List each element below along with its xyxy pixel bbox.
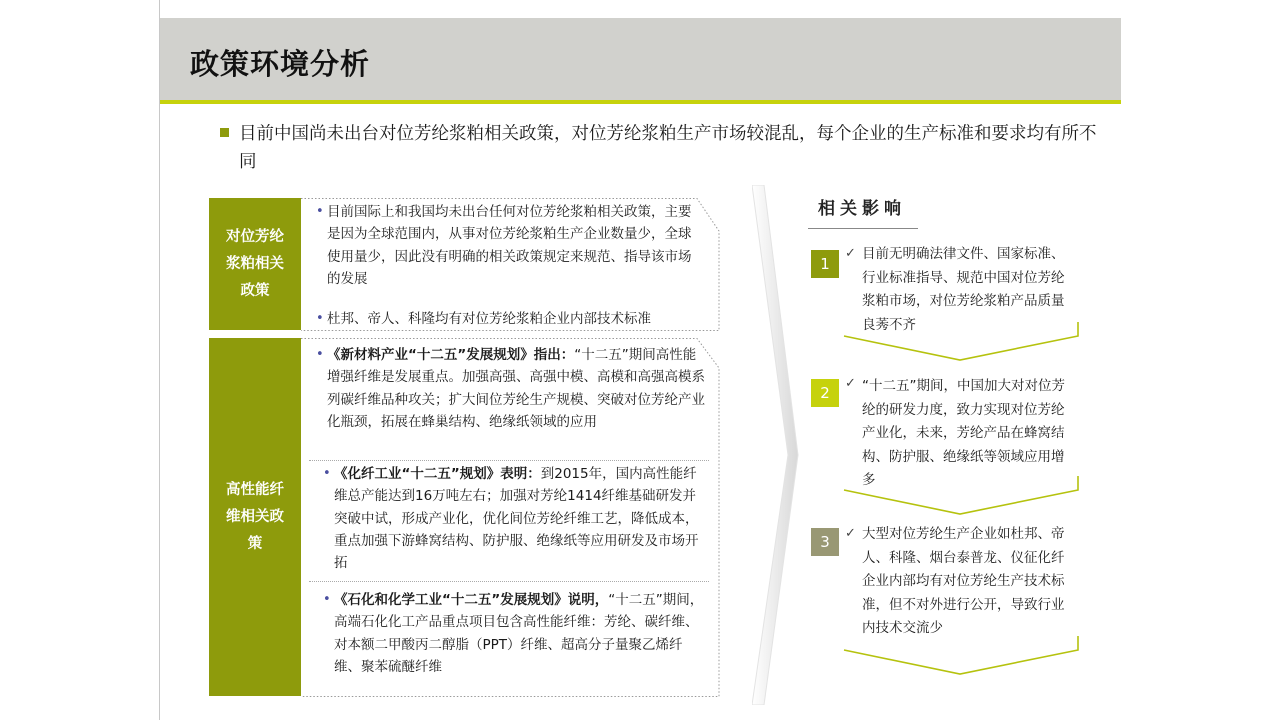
list-item: • 杜邦、帝人、科隆均有对位芳纶浆粕企业内部技术标准 <box>316 308 704 330</box>
bullet-icon: • <box>316 311 324 326</box>
bullet-icon: • <box>323 592 331 607</box>
policy-body: “十二五”期间，高端石化化工产品重点项目包含高性能纤维：芳纶、碳纤维、对本额二甲酸丙二醇脂（PPT）纤维、超高分子量聚乙烯纤维、聚苯硫醚纤维 <box>334 592 704 675</box>
impact-number-badge: 2 <box>811 379 839 407</box>
list-item <box>323 589 708 678</box>
list-item: • 目前国际上和我国均未出台任何对位芳纶浆粕相关政策，主要是因为全球范围内，从事对位芳纶浆粕生产企业数量少，全球使用量少，因此没有明确的相关政策规定来规范、指导该市场的发展 <box>316 201 704 290</box>
impact-text: 大型对位芳纶生产企业如杜邦、帝人、科隆、烟台泰普龙、仪征化纤企业内部均有对位芳纶生产技术标准，但不对外进行公开，导致行业内技术交流少 <box>862 526 1065 637</box>
chevron-down-icon <box>842 632 1082 678</box>
chevron-down-icon <box>842 472 1082 518</box>
bullet-icon: • <box>316 204 324 219</box>
section-label-fiber-policy: 高性能纤维相关政策 <box>209 338 301 696</box>
policy-heading: 《化纤工业“十二五”规划》表明： <box>334 466 541 482</box>
policy-body: 到2015年，国内高性能纤维总产能达到16万吨左右；加强对芳纶1414纤维基础研发并突破中试，形成产业化，优化间位芳纶纤维工艺，降低成本，重点加强下游蜂窝结构、防护服、绝缘纸等应用研发及市场开拓 <box>334 466 699 572</box>
check-icon: ✓ <box>845 376 856 391</box>
policy-heading: 《石化和化学工业“十二五”发展规划》说明， <box>334 592 609 608</box>
square-bullet-icon <box>220 128 229 137</box>
title-underline <box>160 100 1121 104</box>
check-icon: ✓ <box>845 526 856 541</box>
page-title: 政策环境分析 <box>190 47 371 81</box>
policy-body: “十二五”期间高性能增强纤维是发展重点。加强高强、高强中模、高模和高强高模系列碳纤维品种攻关；扩大间位芳纶生产规模、突破对位芳纶产业化瓶颈，拓展在蜂巢结构、绝缘纸领域的应用 <box>327 347 705 430</box>
right-arrow-icon <box>752 185 800 705</box>
chevron-down-icon <box>842 318 1082 364</box>
check-icon: ✓ <box>845 246 856 261</box>
bullet-icon: • <box>316 347 324 362</box>
list-item <box>316 344 706 433</box>
list-item <box>323 463 708 574</box>
policy-heading: 《新材料产业“十二五”发展规划》指出： <box>327 347 575 363</box>
impact-number-badge: 1 <box>811 250 839 278</box>
summary-bullet: 目前中国尚未出台对位芳纶浆粕相关政策，对位芳纶浆粕生产市场较混乱，每个企业的生产标准和要求均有所不同 <box>239 124 1097 172</box>
section-label-pulp-policy: 对位芳纶浆粕相关政策 <box>209 198 301 330</box>
impact-title-underline <box>808 228 918 229</box>
impact-title: 相关影响 <box>818 199 906 219</box>
bullet-icon: • <box>323 466 331 481</box>
slide-left-edge <box>159 0 160 720</box>
divider <box>309 460 709 462</box>
impact-number-badge: 3 <box>811 528 839 556</box>
impact-text: 目前无明确法律文件、国家标准、行业标准指导、规范中国对位芳纶浆粕市场，对位芳纶浆粕产品质量良莠不齐 <box>862 246 1065 333</box>
impact-text: “十二五”期间，中国加大对对位芳纶的研发力度，致力实现对位芳纶产业化，未来，芳纶产品在蜂窝结构、防护服、绝缘纸等领域应用增多 <box>862 378 1065 489</box>
divider <box>309 581 709 583</box>
